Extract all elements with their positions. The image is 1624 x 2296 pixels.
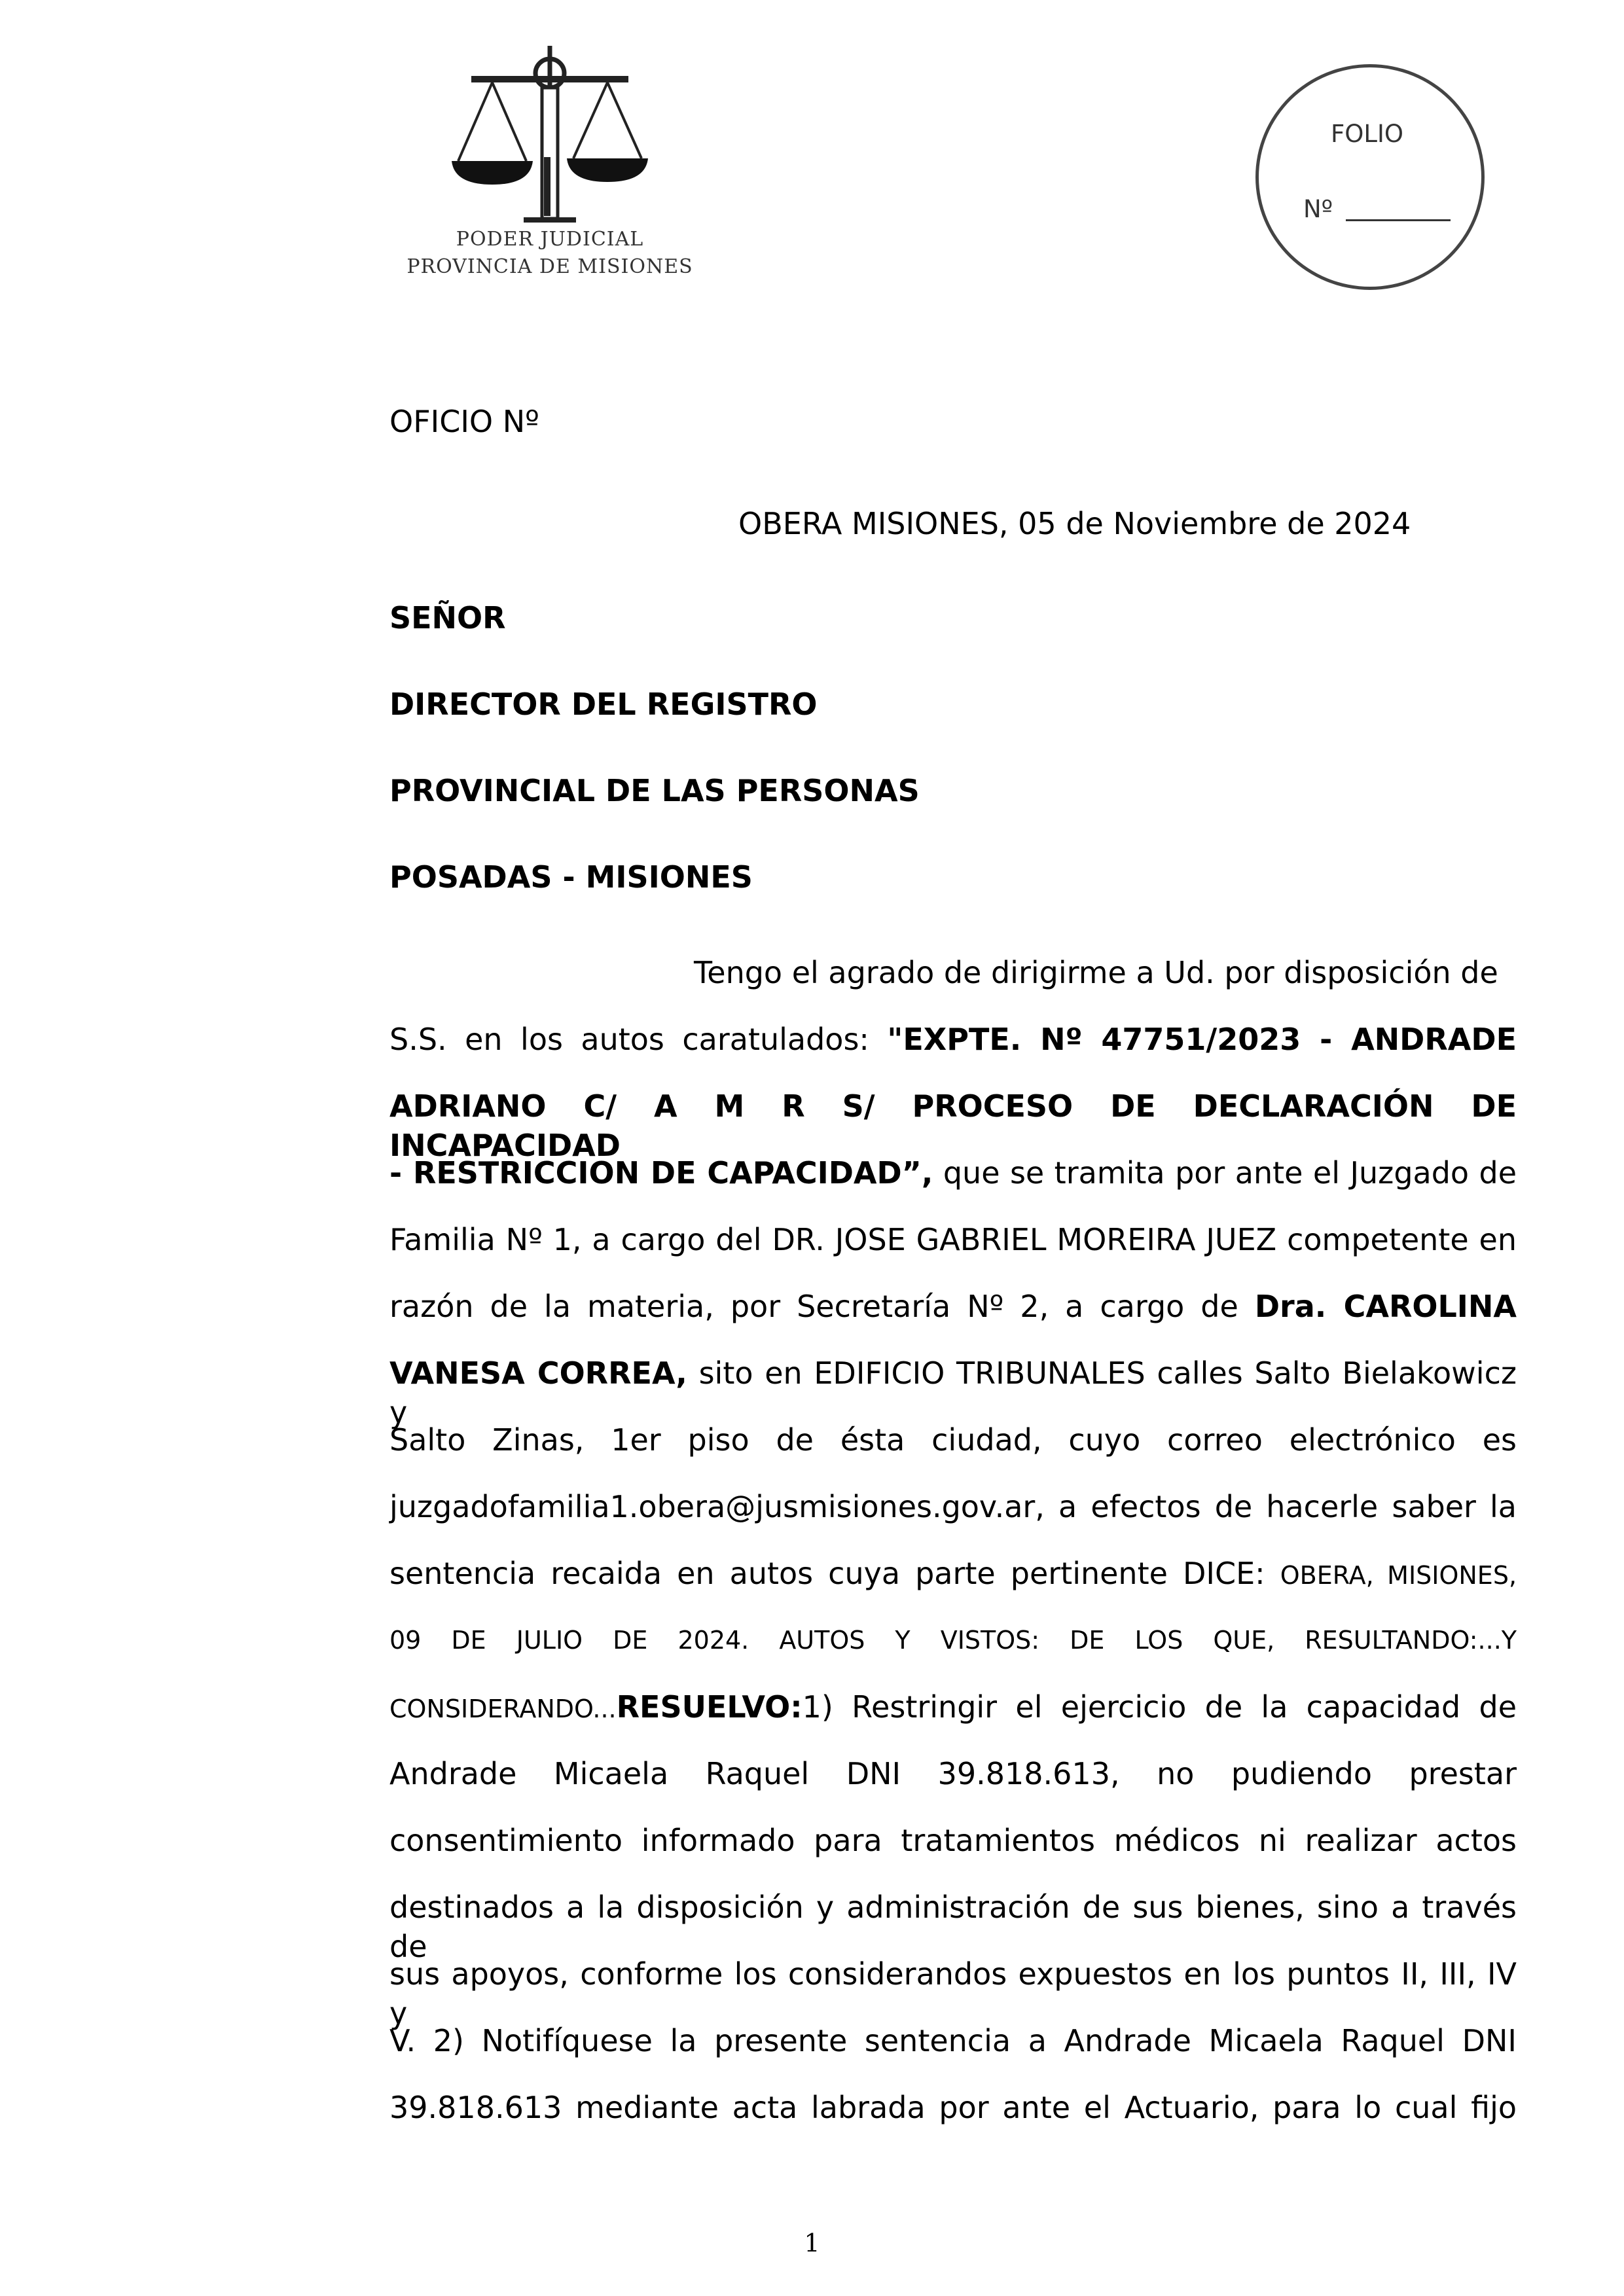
body-line-18 xyxy=(389,2088,1517,2127)
logo-text-line-1: PODER JUDICIAL xyxy=(456,228,644,251)
body-text: 1) Restringir el ejercicio de la capacidad de xyxy=(802,1689,1517,1725)
sentence-text: 09 DE JULIO DE 2024. AUTOS Y VISTOS: DE LOS QUE, RESULTANDO:...Y xyxy=(389,1626,1517,1655)
body-text: sus apoyos, conforme los considerandos expuestos en los puntos II, III, IV y xyxy=(389,1956,1517,2031)
body-line-9 xyxy=(389,1487,1517,1526)
body-line-6 xyxy=(389,1287,1517,1326)
body-line-1: Tengo el agrado de dirigirme a Ud. por disposición de xyxy=(694,955,1498,990)
email-text: juzgadofamilia1.obera@jusmisiones.gov.ar, a efectos de hacerle saber la xyxy=(389,1489,1517,1524)
page-number: 1 xyxy=(804,2229,820,2257)
sentence-text: CONSIDERANDO... xyxy=(389,1695,617,1723)
body-text: consentimiento informado para tratamientos médicos ni realizar actos xyxy=(389,1823,1517,1858)
body-line-17 xyxy=(389,2021,1517,2060)
body-line-11 xyxy=(389,1621,1517,1660)
body-line-10 xyxy=(389,1554,1517,1595)
body-text: S.S. en los autos caratulados: xyxy=(389,1022,869,1057)
recipient-line-3: PROVINCIAL DE LAS PERSONAS xyxy=(389,773,920,808)
secretary-name-end: VANESA CORREA, xyxy=(389,1355,687,1391)
body-text: V. 2) Notifíquese la presente sentencia a Andrade Micaela Raquel DNI xyxy=(389,2023,1517,2058)
body-text: que se tramita por ante el Juzgado de xyxy=(943,1155,1517,1191)
folio-label: FOLIO xyxy=(1331,120,1404,148)
case-title-start: "EXPTE. Nº 47751/2023 - ANDRADE xyxy=(887,1022,1517,1057)
logo-text-line-2: PROVINCIA DE MISIONES xyxy=(406,255,693,278)
resuelvo-label: RESUELVO: xyxy=(616,1689,803,1725)
recipient-line-4: POSADAS - MISIONES xyxy=(389,859,753,895)
body-text: destinados a la disposición y administración de sus bienes, sino a través de xyxy=(389,1890,1517,1964)
body-text: sito en EDIFICIO TRIBUNALES calles Salto Bielakowicz y xyxy=(389,1355,1517,1430)
body-text: razón de la materia, por Secretaría Nº 2, a cargo de xyxy=(389,1289,1238,1324)
place-date: OBERA MISIONES, 05 de Noviembre de 2024 xyxy=(738,506,1411,541)
body-text: Salto Zinas, 1er piso de ésta ciudad, cuyo correo electrónico es xyxy=(389,1422,1517,1458)
body-text: sentencia recaida en autos cuya parte pertinente DICE: xyxy=(389,1556,1265,1591)
scales-of-justice-icon xyxy=(432,39,668,229)
body-line-8 xyxy=(389,1420,1517,1460)
body-text: 39.818.613 mediante acta labrada por ante el Actuario, para lo cual fijo xyxy=(389,2090,1517,2125)
folio-number-blank xyxy=(1346,219,1451,221)
sentence-place: OBERA, MISIONES, xyxy=(1280,1561,1517,1590)
folio-number-label: Nº xyxy=(1303,195,1333,223)
court-logo xyxy=(406,39,694,295)
body-line-13 xyxy=(389,1754,1517,1793)
body-line-14 xyxy=(389,1821,1517,1860)
case-title-middle: ADRIANO C/ A M R S/ PROCESO DE DECLARACIÓN DE INCAPACIDAD xyxy=(389,1088,1517,1163)
body-text: Andrade Micaela Raquel DNI 39.818.613, no pudiendo prestar xyxy=(389,1756,1517,1791)
secretary-name-start: Dra. CAROLINA xyxy=(1254,1289,1517,1324)
recipient-line-2: DIRECTOR DEL REGISTRO xyxy=(389,687,818,722)
body-line-2 xyxy=(389,1020,1517,1059)
body-line-4 xyxy=(389,1153,1517,1193)
body-line-12 xyxy=(389,1687,1517,1729)
oficio-number: OFICIO Nº xyxy=(389,404,539,439)
folio-stamp xyxy=(1255,64,1485,290)
body-text: Familia Nº 1, a cargo del DR. JOSE GABRIEL MOREIRA JUEZ competente en xyxy=(389,1222,1517,1257)
case-title-end: - RESTRICCION DE CAPACIDAD”, xyxy=(389,1155,933,1191)
recipient-line-1: SEÑOR xyxy=(389,600,506,636)
body-line-5 xyxy=(389,1220,1517,1259)
